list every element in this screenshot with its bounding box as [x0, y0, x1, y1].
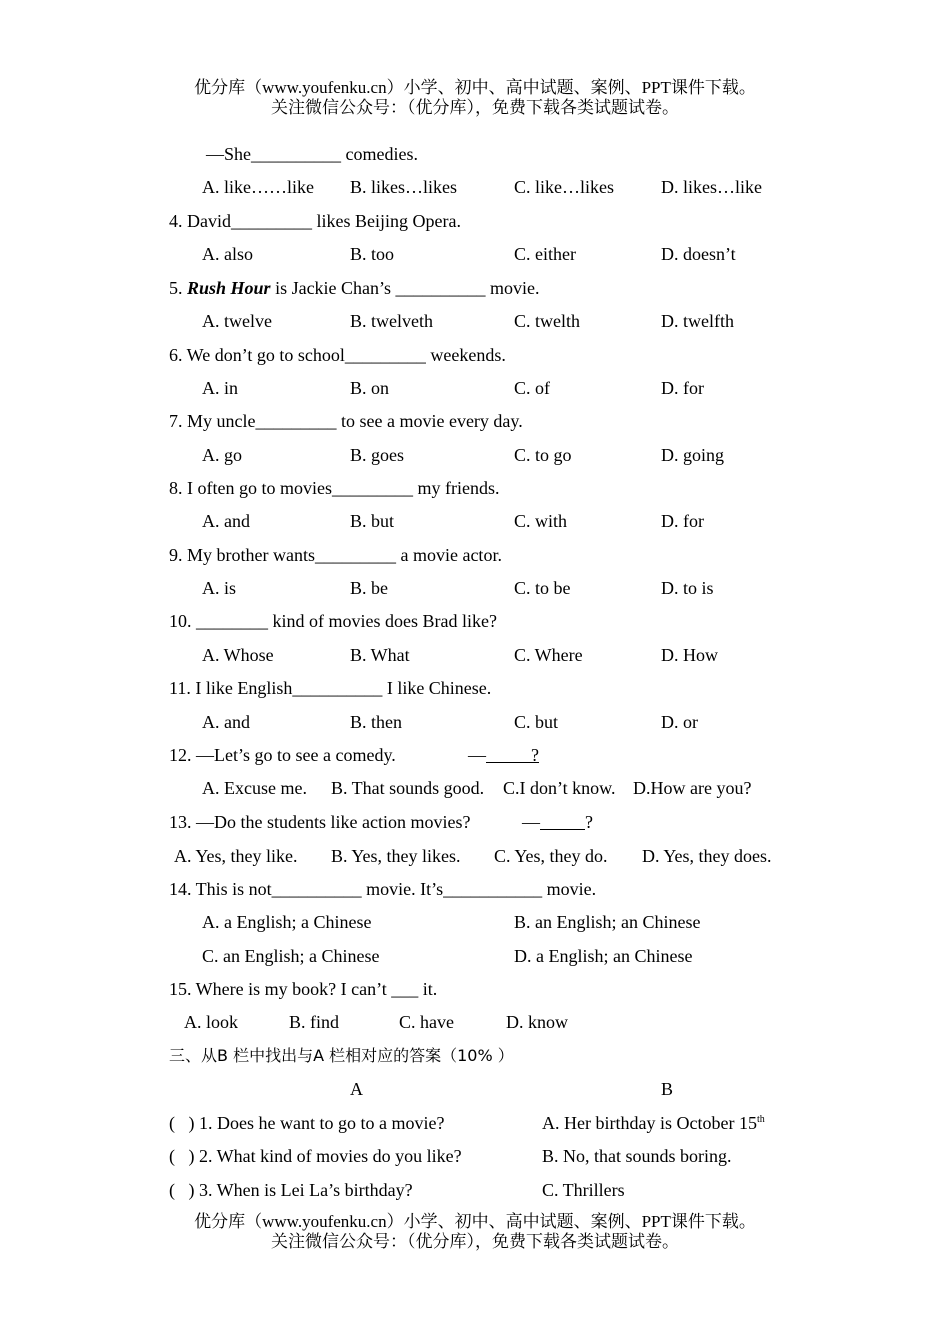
q10-option-b: B. What: [350, 645, 410, 665]
q10-option-d: D. How: [661, 645, 718, 665]
q13-reply-qmark: ?: [585, 812, 593, 832]
q14-text: 14. This is not__________ movie. It’s___________ movie.: [169, 879, 597, 899]
q6-option-a: A. in: [202, 378, 238, 398]
q9-option-d: D. to is: [661, 578, 714, 598]
q12-text: 12. —Let’s go to see a comedy.: [169, 745, 396, 765]
q12-option-c: C.I don’t know.: [503, 778, 616, 798]
q7-option-c: C. to go: [514, 445, 572, 465]
q15-option-a: A. look: [184, 1012, 238, 1032]
q4-text: 4. David_________ likes Beijing Opera.: [169, 211, 461, 231]
q8-text: 8. I often go to movies_________ my friends.: [169, 478, 500, 498]
q7-option-a: A. go: [202, 445, 242, 465]
q5-text: [169, 277, 540, 299]
page-header: [0, 78, 950, 118]
header-line-1: 优分库（www.youfenku.cn）小学、初中、高中试题、案例、PPT课件下载。: [194, 78, 756, 97]
q13-option-a: A. Yes, they like.: [174, 846, 298, 866]
q4-option-c: C. either: [514, 244, 576, 264]
q12-reply: [468, 744, 539, 766]
q3-option-b: B. likes…likes: [350, 177, 457, 197]
q3-option-c: C. like…likes: [514, 177, 614, 197]
q8-option-d: D. for: [661, 511, 704, 531]
q13-reply-blank: [540, 812, 585, 832]
q3-option-a: A. like……like: [202, 177, 314, 197]
q13-option-d: D. Yes, they does.: [642, 846, 772, 866]
q15-option-d: D. know: [506, 1012, 568, 1032]
q12-reply-blank: ?: [486, 745, 539, 765]
footer-line-1: 优分库（www.youfenku.cn）小学、初中、高中试题、案例、PPT课件下载。: [194, 1212, 756, 1231]
q3-text: —She__________ comedies.: [206, 144, 418, 164]
q5-rest: is Jackie Chan’s __________ movie.: [270, 278, 540, 298]
q4-option-b: B. too: [350, 244, 395, 264]
q9-option-b: B. be: [350, 578, 388, 598]
header-line-2: 关注微信公众号：（优分库），免费下载各类试题试卷。: [271, 98, 679, 117]
q13-option-b: B. Yes, they likes.: [331, 846, 461, 866]
page-footer: [0, 1212, 950, 1252]
q12-option-b: B. That sounds good.: [331, 778, 485, 798]
q13-option-c: C. Yes, they do.: [494, 846, 608, 866]
q5-option-c: C. twelth: [514, 311, 580, 331]
section3-row-1-answer: [542, 1112, 765, 1134]
q4-option-d: D. doesn’t: [661, 244, 736, 264]
q13-reply-dash: —: [522, 812, 540, 832]
section3-row-3-answer: C. Thrillers: [542, 1180, 625, 1200]
q11-option-c: C. but: [514, 712, 559, 732]
q7-option-b: B. goes: [350, 445, 404, 465]
q8-option-a: A. and: [202, 511, 250, 531]
q6-text: 6. We don’t go to school_________ weekends.: [169, 345, 506, 365]
q8-option-b: B. but: [350, 511, 395, 531]
q11-text: 11. I like English__________ I like Chinese.: [169, 678, 492, 698]
q12-option-d: D.How are you?: [633, 778, 752, 798]
q5-option-b: B. twelveth: [350, 311, 433, 331]
q13-reply: [522, 811, 593, 833]
q15-option-c: C. have: [399, 1012, 454, 1032]
q10-text: 10. ________ kind of movies does Brad like?: [169, 611, 497, 631]
q14-option-d: D. a English; an Chinese: [514, 946, 693, 966]
section3-row-2-answer: B. No, that sounds boring.: [542, 1146, 732, 1166]
section3-row-2-question: ( ) 2. What kind of movies do you like?: [169, 1146, 462, 1166]
q7-text: 7. My uncle_________ to see a movie every day.: [169, 411, 523, 431]
q8-option-c: C. with: [514, 511, 568, 531]
q14-option-b: B. an English; an Chinese: [514, 912, 701, 932]
q6-option-d: D. for: [661, 378, 704, 398]
q11-option-b: B. then: [350, 712, 402, 732]
q4-option-a: A. also: [202, 244, 253, 264]
q12-reply-dash: —: [468, 745, 486, 765]
q9-option-a: A. is: [202, 578, 237, 598]
q11-option-a: A. and: [202, 712, 250, 732]
q14-option-a: A. a English; a Chinese: [202, 912, 372, 932]
section3-row-1-answer-text: A. Her birthday is October 15: [542, 1113, 757, 1133]
q9-option-c: C. to be: [514, 578, 571, 598]
q5-option-d: D. twelfth: [661, 311, 734, 331]
q15-option-b: B. find: [289, 1012, 340, 1032]
section3-row-1-question: ( ) 1. Does he want to go to a movie?: [169, 1113, 445, 1133]
section3-row-3-question: ( ) 3. When is Lei La’s birthday?: [169, 1180, 413, 1200]
q5-option-a: A. twelve: [202, 311, 272, 331]
q6-option-c: C. of: [514, 378, 550, 398]
section3-column-a-header: A: [350, 1079, 363, 1099]
q3-option-d: D. likes…like: [661, 177, 762, 197]
q10-option-a: A. Whose: [202, 645, 274, 665]
section3-title: 三、从B 栏中找出与A 栏相对应的答案（10% ）: [169, 1046, 514, 1065]
q14-option-c: C. an English; a Chinese: [202, 946, 380, 966]
q7-option-d: D. going: [661, 445, 724, 465]
section3-row-1-answer-suffix: th: [756, 1114, 765, 1125]
q5-number: 5.: [169, 278, 187, 298]
q12-option-a: A. Excuse me.: [202, 778, 307, 798]
footer-line-2: 关注微信公众号：（优分库），免费下载各类试题试卷。: [271, 1232, 679, 1251]
section3-column-b-header: B: [661, 1079, 674, 1099]
q10-option-c: C. Where: [514, 645, 583, 665]
q9-text: 9. My brother wants_________ a movie actor.: [169, 545, 502, 565]
q5-movie-title: Rush Hour: [187, 278, 271, 298]
q13-text: 13. —Do the students like action movies?: [169, 812, 471, 832]
q6-option-b: B. on: [350, 378, 390, 398]
q15-text: 15. Where is my book? I can’t ___ it.: [169, 979, 438, 999]
q11-option-d: D. or: [661, 712, 698, 732]
